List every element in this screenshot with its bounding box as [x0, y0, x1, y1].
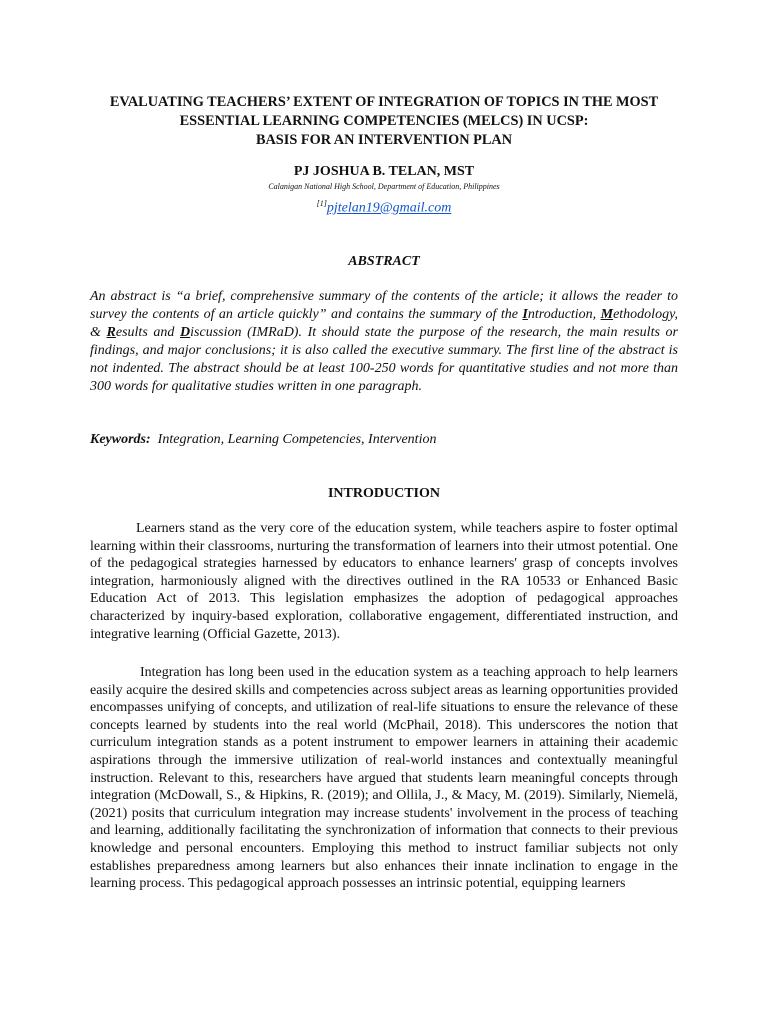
imrad-r: R: [106, 325, 116, 340]
intro-paragraph-2: Integration has long been used in the education system as a teaching approach to help learners easily acquire the desired skills and competencies across subject areas as learning opportunities provided encompasses unifying of concepts, and utilization of real-life situations to ensure the relevance of these concepts learned by students into the real world (McPhail, 2018). This underscores the notion that curriculum integration stands as a potent instrument to empower learners in attaining their academic aspirations through the immersive utilization of real-world instances and contextually meaningful instruction. Relevant to this, researchers have argued that students learn meaningful concepts through integration (McDowall, S., & Hipkins, R. (2019); and Ollila, J., & Macy, M. (2019). Similarly, Niemelä, (2021) posits that curriculum integration may increase students' involvement in the process of teaching and learning, additionally facilitating the synchronization of information that connects to their previous knowledge and personal encounters. Employing this method to instruct familiar subjects not only establishes preparedness among learners but also enhances their innate inclination to engage in the learning process. This pedagogical approach possesses an intrinsic potential, equipping learners: [90, 665, 678, 892]
abstract-introduction: ntroduction,: [527, 307, 601, 322]
author-affiliation: Calanigan National High School, Department of Education, Philippines: [268, 182, 500, 191]
title-line-3: BASIS FOR AN INTERVENTION PLAN: [255, 132, 513, 148]
title-line-2: ESSENTIAL LEARNING COMPETENCIES (MELCS) IN UCSP:: [179, 113, 589, 129]
introduction-heading: INTRODUCTION: [327, 486, 440, 501]
imrad-i: I: [522, 307, 528, 322]
abstract-heading: ABSTRACT: [348, 254, 420, 269]
author-name: PJ JOSHUA B. TELAN, MST: [293, 164, 475, 179]
intro-paragraph-1: Learners stand as the very core of the education system, while teachers aspire to foster optimal learning within their classrooms, nurturing the transformation of learners into their utmost potential. One of the pedagogical strategies harnessed by educators to enhance learners' grasp of concepts involves integration, harmoniously aligned with the directives outlined in the RA 10533 or Enhanced Basic Education Act of 2013. This legislation emphasizes the adoption of pedagogical approaches characterized by inquiry-based exploration, collaborative engagement, differentiated instruction, and integrative learning (Official Gazette, 2013).: [90, 521, 678, 642]
abstract-text-a: An abstract is “a brief, comprehensive summary of the contents of the article; it allows the reader to survey the contents of an article quickly” and contains the summary of the: [90, 289, 678, 322]
keywords-label: Keywords:: [90, 432, 151, 447]
abstract-results: esults and: [115, 325, 181, 340]
imrad-m: M: [600, 307, 614, 322]
author-email-link[interactable]: pjtelan19@gmail.com: [326, 200, 452, 216]
paper-title: [60, 93, 708, 150]
author-email-line: [0, 199, 768, 217]
keywords-value: Integration, Learning Competencies, Intervention: [157, 432, 437, 447]
imrad-d: D: [180, 325, 191, 340]
footnote-marker: [1]: [316, 199, 327, 208]
abstract-discussion: iscussion (IMRaD). It should state the purpose of the research, the main results or findings, and major conclusions; it is also called the executive summary. The first line of the abstract is not indented. The abstract should be at least 100-250 words for quantitative studies and not more than 300 words for qualitative studies written in one paragraph.: [90, 325, 678, 394]
title-line-1: EVALUATING TEACHERS’ EXTENT OF INTEGRATION OF TOPICS IN THE MOST: [109, 94, 659, 110]
abstract-body: [90, 288, 678, 396]
abstract-methodology: ethodology, &: [90, 307, 679, 340]
keywords-line: [90, 432, 678, 448]
